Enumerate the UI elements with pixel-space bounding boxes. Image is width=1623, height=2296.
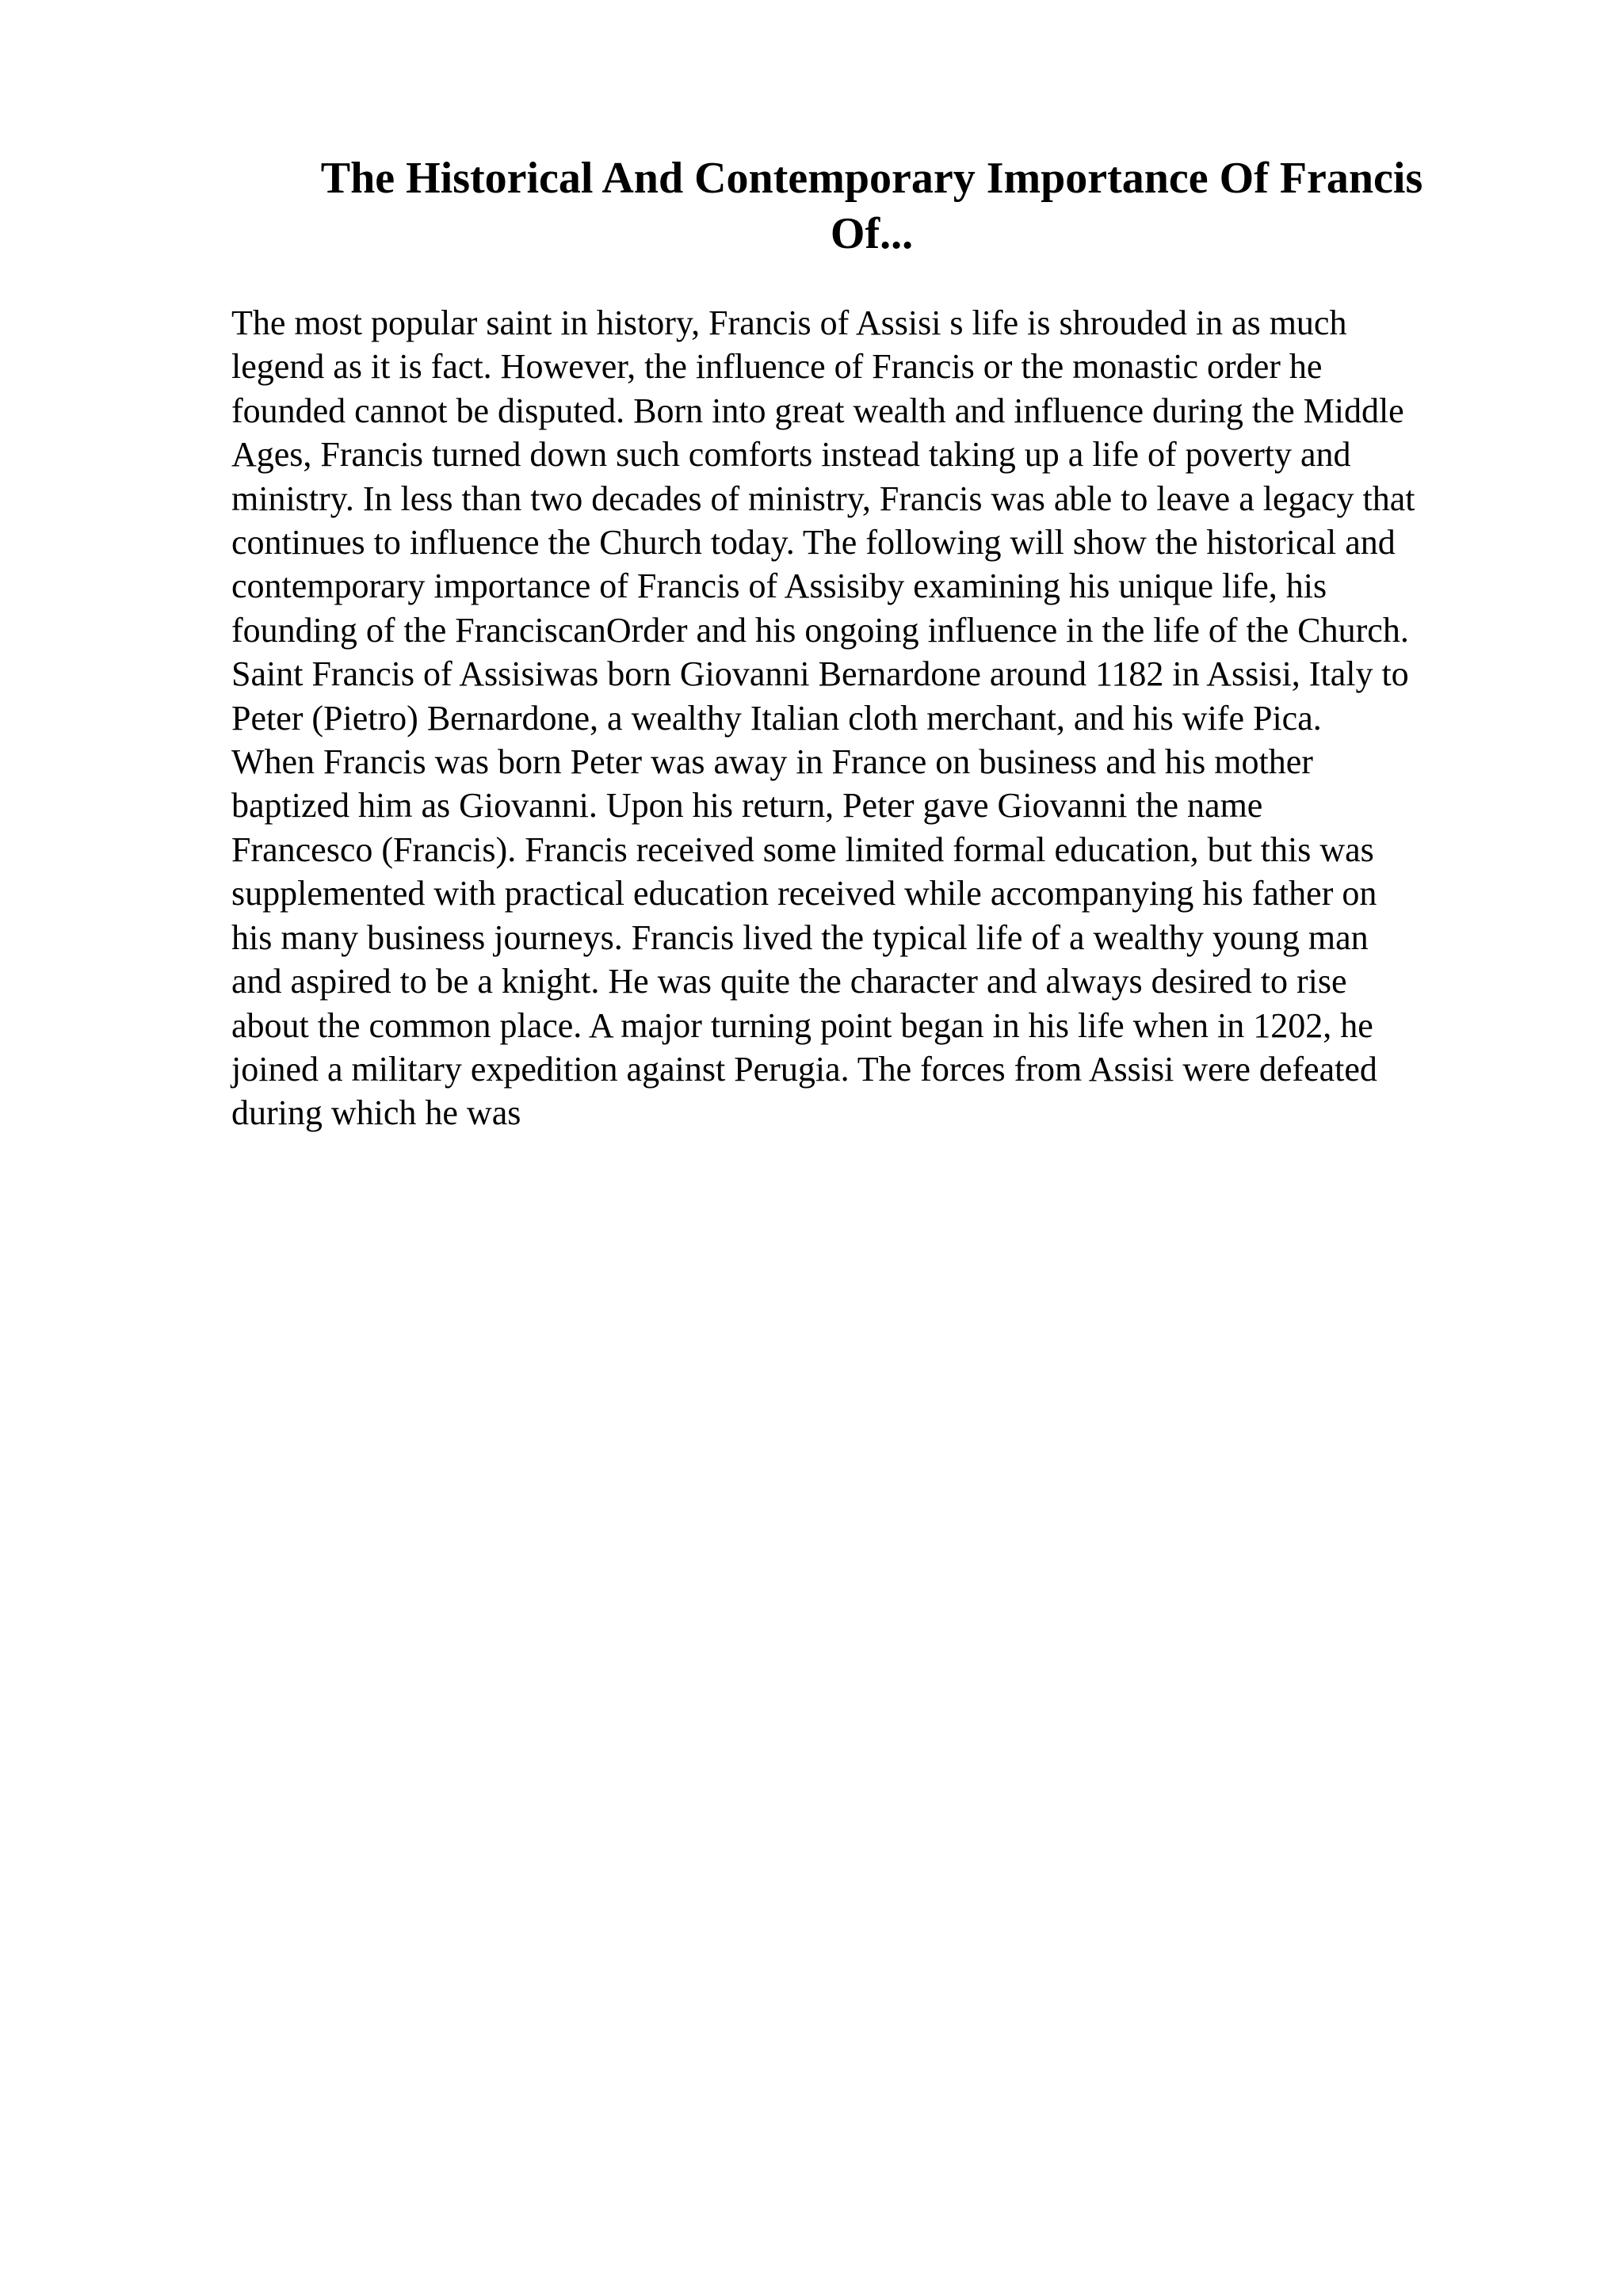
document-title-line: Of... — [830, 209, 914, 258]
body-line: legend as it is fact. However, the influence of Francis or the monastic order he — [231, 347, 1323, 387]
body-line: and aspired to be a knight. He was quite the character and always desired to rise — [231, 962, 1347, 1001]
body-line: supplemented with practical education received while accompanying his father on — [231, 874, 1377, 913]
body-line: When Francis was born Peter was away in France on business and his mother — [231, 742, 1313, 782]
body-line: Saint Francis of Assisiwas born Giovanni Bernardone around 1182 in Assisi, Italy to — [231, 654, 1409, 694]
body-line: Peter (Pietro) Bernardone, a wealthy Italian cloth merchant, and his wife Pica. — [231, 698, 1322, 738]
body-line: baptized him as Giovanni. Upon his return, Peter gave Giovanni the name — [231, 786, 1263, 826]
body-line: contemporary importance of Francis of Assisiby examining his unique life, his — [231, 566, 1327, 606]
body-line: founded cannot be disputed. Born into great wealth and influence during the Middle — [231, 391, 1404, 430]
body-line: during which he was — [231, 1093, 521, 1133]
body-line: his many business journeys. Francis lived the typical life of a wealthy young man — [231, 917, 1369, 957]
body-line: founding of the FranciscanOrder and his ongoing influence in the life of the Church. — [231, 610, 1409, 650]
document-title-line: The Historical And Contemporary Importance Of Francis — [320, 154, 1423, 203]
body-line: about the common place. A major turning point began in his life when in 1202, he — [231, 1005, 1373, 1045]
body-line: The most popular saint in history, Francis of Assisi s life is shrouded in as much — [231, 303, 1347, 342]
body-line: Francesco (Francis). Francis received some limited formal education, but this was — [231, 830, 1374, 869]
body-line: ministry. In less than two decades of ministry, Francis was able to leave a legacy that — [231, 479, 1415, 518]
body-line: continues to influence the Church today. The following will show the historical and — [231, 523, 1396, 563]
body-line: joined a military expedition against Perugia. The forces from Assisi were defeated — [231, 1049, 1377, 1089]
document-title — [230, 151, 1514, 261]
body-line: Ages, Francis turned down such comforts instead taking up a life of poverty and — [231, 435, 1351, 475]
document-body — [231, 301, 1547, 1135]
